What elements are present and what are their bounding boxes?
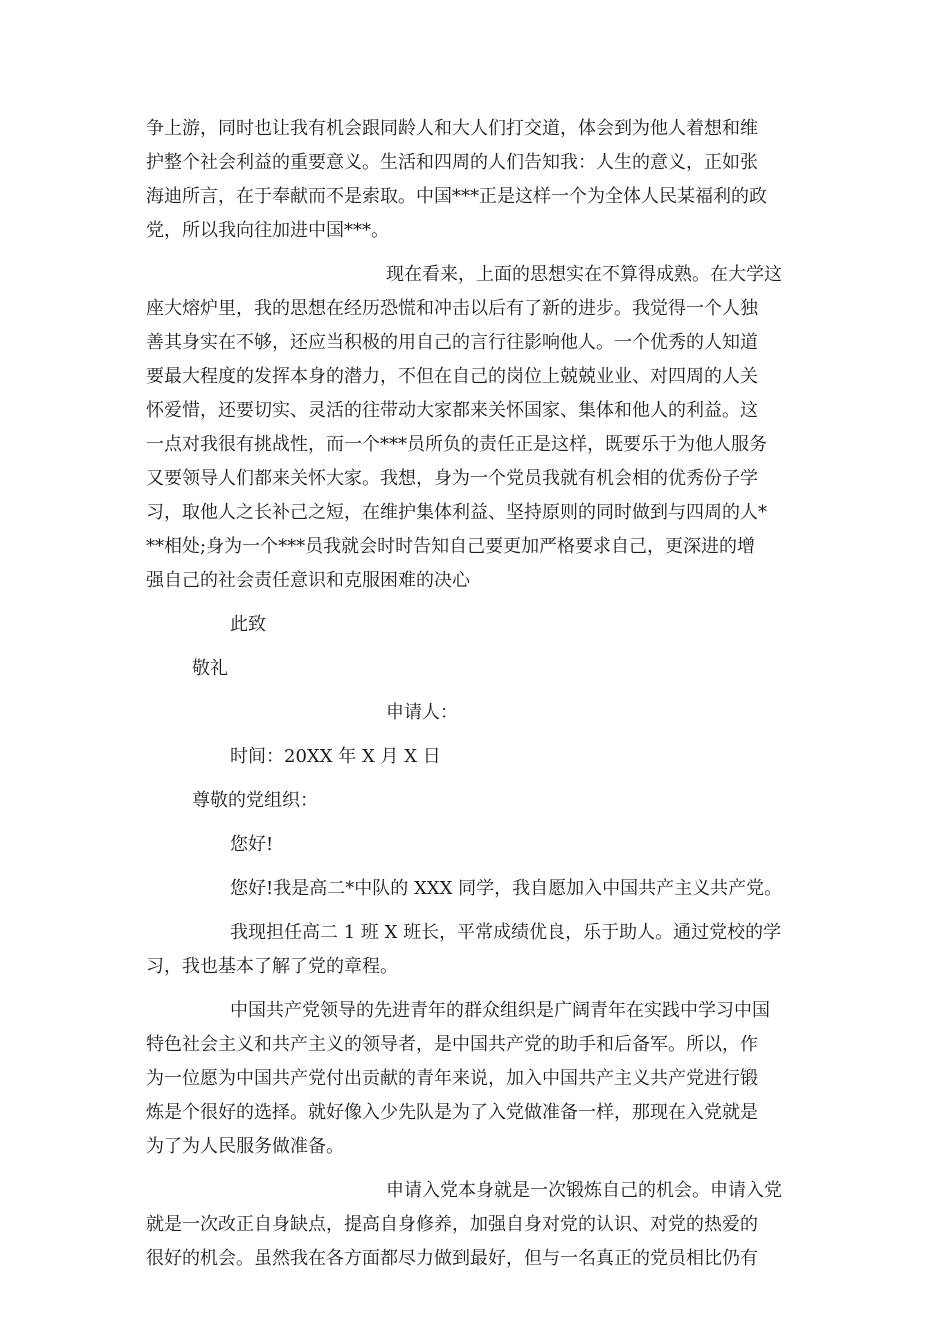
closing-jingli: 敬礼 (192, 658, 228, 679)
text-line: 我现担任高二 1 班 X 班长，平常成绩优良，乐于助人。通过党校的学 (230, 922, 782, 943)
text-line: 炼是个很好的选择。就好像入少先队是为了入党做准备一样，那现在入党就是 (146, 1102, 758, 1123)
text-line: 护整个社会利益的重要意义。生活和四周的人们告知我：人生的意义，正如张 (146, 152, 758, 173)
text-line: 争上游，同时也让我有机会跟同龄人和大人们打交道，体会到为他人着想和维 (146, 118, 758, 139)
text-line: 为一位愿为中国共产党付出贡献的青年来说，加入中国共产主义共产党进行锻 (146, 1068, 758, 1089)
paragraph-5 (146, 1174, 810, 1276)
date-line: 时间：20XX 年 X 月 X 日 (230, 746, 441, 767)
paragraph-1 (146, 112, 810, 248)
text-line: 强自己的社会责任意识和克服困难的决心 (146, 570, 470, 591)
text-line: 海迪所言，在于奉献而不是索取。中国***正是这样一个为全体人民某福利的政 (146, 186, 767, 207)
paragraph-3 (146, 916, 810, 984)
text-line: 就是一次改正自身缺点，提高自身修养，加强自身对党的认识、对党的热爱的 (146, 1214, 758, 1235)
text-line: 中国共产党领导的先进青年的群众组织是广阔青年在实践中学习中国 (230, 1000, 770, 1021)
text-line: 现在看来，上面的思想实在不算得成熟。在大学这 (386, 264, 782, 285)
text-line: 党，所以我向往加进中国***。 (146, 220, 389, 241)
paragraph-2 (146, 258, 810, 598)
text-line: 申请入党本身就是一次锻炼自己的机会。申请入党 (386, 1180, 782, 1201)
text-line: 一点对我很有挑战性，而一个***员所负的责任正是这样，既要乐于为他人服务 (146, 434, 767, 455)
text-line: 善其身实在不够，还应当积极的用自己的言行往影响他人。一个优秀的人知道 (146, 332, 758, 353)
text-line: 座大熔炉里，我的思想在经历恐慌和冲击以后有了新的进步。我觉得一个人独 (146, 298, 758, 319)
text-line: 为了为人民服务做准备。 (146, 1136, 344, 1157)
text-line: 又要领导人们都来关怀大家。我想，身为一个党员我就有机会相的优秀份子学 (146, 468, 758, 489)
text-line: 习，取他人之长补己之短，在维护集体利益、坚持原则的同时做到与四周的人* (146, 502, 767, 523)
intro-line: 您好!我是高二*中队的 XXX 同学，我自愿加入中国共产主义共产党。 (230, 878, 783, 899)
text-line: 要最大程度的发挥本身的潜力，不但在自己的岗位上兢兢业业、对四周的人关 (146, 366, 758, 387)
applicant-label: 申请人： (386, 702, 458, 723)
paragraph-4 (146, 994, 810, 1164)
text-line: **相处;身为一个***员我就会时时告知自己要更加严格要求自己，更深进的增 (146, 536, 756, 557)
text-line: 习，我也基本了解了党的章程。 (146, 956, 398, 977)
salutation: 尊敬的党组织： (192, 790, 318, 811)
text-line: 怀爱惜，还要切实、灵活的往带动大家都来关怀国家、集体和他人的利益。这 (146, 400, 758, 421)
greeting: 您好! (230, 834, 274, 855)
closing-cizhi: 此致 (230, 614, 266, 635)
document-page (146, 112, 810, 1276)
text-line: 特色社会主义和共产主义的领导者，是中国共产党的助手和后备军。所以，作 (146, 1034, 758, 1055)
text-line: 很好的机会。虽然我在各方面都尽力做到最好，但与一名真正的党员相比仍有 (146, 1248, 758, 1269)
